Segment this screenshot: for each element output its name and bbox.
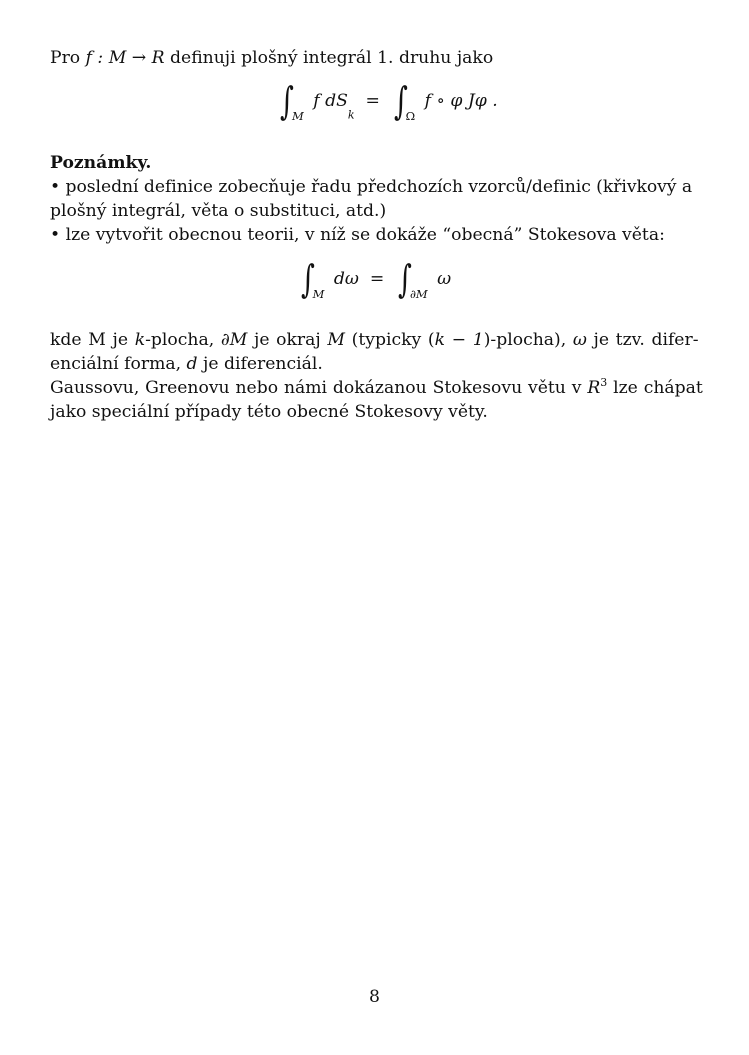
subscript-k: k (347, 108, 355, 122)
integrand-rhs: f ∘ φ Jφ . (424, 91, 498, 111)
intro-math: f : M → R (85, 48, 165, 68)
equation-surface-integral (50, 79, 699, 136)
integral-sign: ∫ (398, 257, 412, 301)
integrand-lhs: f dS (313, 91, 348, 111)
integral-sign: ∫ (300, 257, 315, 301)
integrand-omega: ω (437, 269, 452, 289)
bullet2: • lze vytvořit obecnou teorii, v níž se dokáže “obecná” Stokesova věta: (50, 225, 665, 245)
equals-sign: = (364, 269, 390, 289)
explain-line4: jako speciální případy této obecné Stokesovy věty. (50, 402, 488, 422)
page-body (50, 44, 703, 424)
explain-line3: Gaussovu, Greenovu nebo námi dokázanou Stokesovu větu v $R^3$ lze chápat (50, 376, 703, 398)
integral-domain-M: M (312, 286, 325, 301)
integral-sign: ∫ (393, 79, 408, 123)
explain-line2: enciální forma, d je diferenciál. (50, 354, 323, 374)
integral-domain-M: M (292, 108, 304, 123)
explain-line1: kde M je k-plocha, ∂M je okraj M (typicky (k − 1)-plocha), ω je tzv. difer- (50, 330, 699, 350)
equals-sign: = (360, 91, 386, 111)
integral-sign: ∫ (280, 79, 295, 123)
integrand-domega: dω (333, 269, 359, 289)
bullet1-line2: plošný integrál, věta o substituci, atd.) (50, 201, 387, 221)
intro-pre: Pro (50, 48, 81, 68)
notes-heading: Poznámky. (50, 153, 152, 173)
equation-stokes (50, 257, 699, 314)
bullet1-line1: • poslední definice zobecňuje řadu předchozích vzorců/definic (křivkový a (50, 177, 693, 197)
integral-domain-omega: Ω (405, 108, 416, 123)
integral-domain-boundary: ∂M (409, 286, 428, 301)
page-number: 8 (369, 987, 380, 1007)
intro-line (50, 46, 699, 70)
intro-post: definuji plošný integrál 1. druhu jako (170, 48, 494, 68)
